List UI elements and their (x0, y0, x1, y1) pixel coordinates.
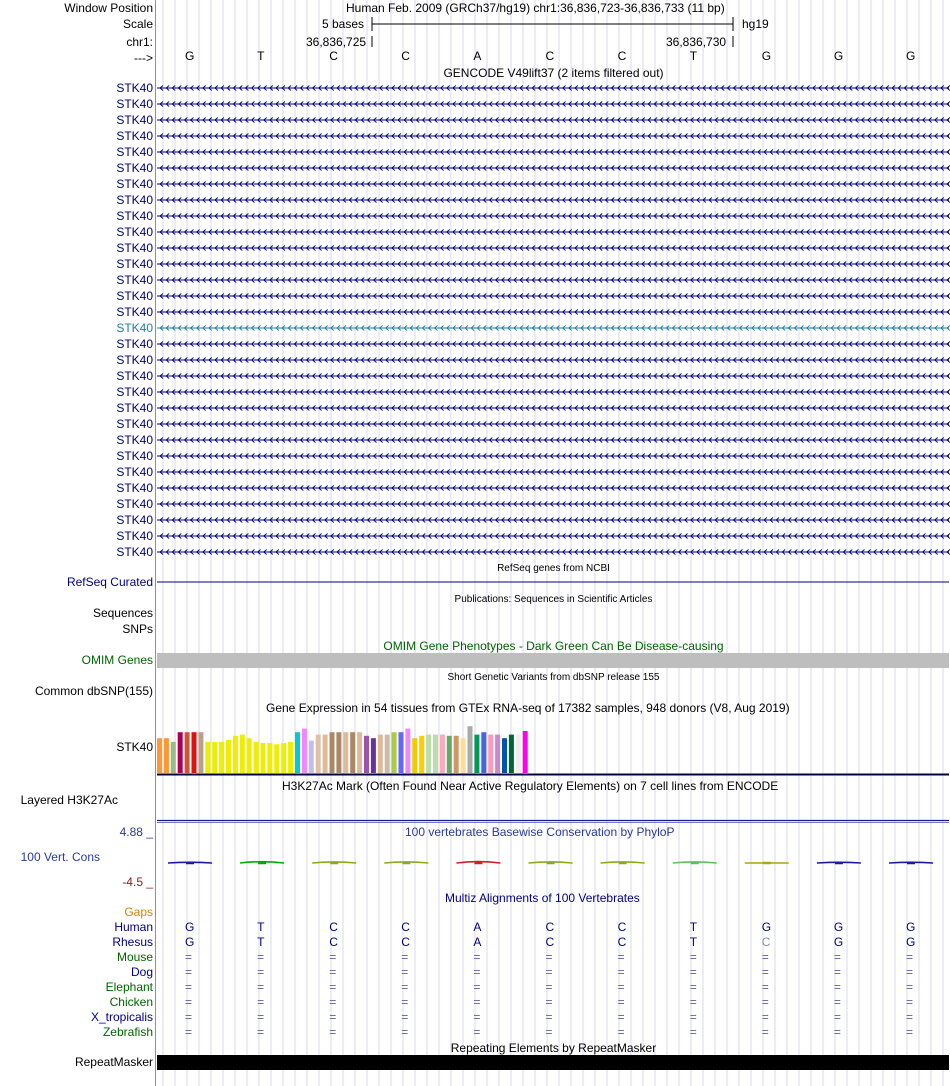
multiz-base: = (329, 965, 337, 979)
gtex-tissue-bar (481, 732, 486, 773)
gtex-tissue-bar (212, 742, 217, 773)
gtex-tissue-bar (281, 743, 286, 773)
gtex-tissue-bar (171, 742, 176, 773)
multiz-gaps-label[interactable]: Gaps (124, 905, 153, 919)
multiz-base: = (617, 950, 625, 964)
multiz-base: = (545, 1010, 553, 1024)
multiz-base: = (617, 995, 625, 1009)
gtex-tissue-bar (419, 736, 424, 773)
multiz-base: = (473, 980, 481, 994)
multiz-base: C (545, 935, 555, 949)
gtex-tissue-bar (392, 732, 397, 773)
gtex-title[interactable]: Gene Expression in 54 tissues from GTEx RNA-seq of 17382 samples, 948 donors (V8, Aug 2019) (266, 701, 790, 715)
multiz-base: T (689, 920, 698, 934)
multiz-base: = (473, 950, 481, 964)
phylop-label[interactable]: 100 Vert. Cons (20, 850, 100, 864)
gtex-tissue-bar (385, 735, 390, 773)
multiz-base: = (473, 965, 481, 979)
gtex-tissue-bar (164, 738, 169, 773)
gencode-title[interactable]: GENCODE V49lift37 (2 items filtered out) (443, 66, 664, 80)
h3k27ac-label[interactable]: Layered H3K27Ac (20, 793, 118, 807)
multiz-base: = (473, 1010, 481, 1024)
multiz-base: = (761, 995, 769, 1009)
multiz-base: C (329, 920, 338, 934)
multiz-base: = (906, 965, 914, 979)
gencode-gene-label[interactable]: STK40 (116, 513, 153, 527)
gtex-tissue-bar (323, 735, 328, 773)
gtex-tissue-bar (378, 735, 383, 773)
multiz-base: G (761, 920, 772, 934)
gtex-tissue-bar (192, 732, 197, 773)
gtex-tissue-bar (461, 738, 466, 773)
h3k27ac-title[interactable]: H3K27Ac Mark (Often Found Near Active Regulatory Elements) on 7 cell lines from ENCODE (282, 779, 779, 793)
multiz-species-label[interactable]: Elephant (105, 980, 153, 994)
multiz-base: = (401, 1025, 409, 1039)
gencode-gene-label[interactable]: STK40 (116, 385, 153, 399)
publications-title[interactable]: Publications: Sequences in Scientific Articles (454, 594, 653, 605)
gencode-gene-label[interactable]: STK40 (116, 113, 153, 127)
multiz-species-label[interactable]: Human (114, 920, 153, 934)
gencode-gene-label[interactable]: STK40 (116, 369, 153, 383)
multiz-base: = (545, 995, 553, 1009)
multiz-base: = (833, 1025, 841, 1039)
gtex-tissue-bar (502, 738, 507, 773)
gtex-tissue-bar (488, 735, 493, 773)
multiz-base: C (617, 935, 627, 949)
chr-label[interactable]: chr1: (126, 35, 153, 49)
gtex-tissue-bar (336, 732, 341, 773)
multiz-base: T (257, 920, 265, 934)
gtex-tissue-bar (523, 731, 528, 773)
position-right: 36,836,730 (666, 35, 727, 49)
multiz-species-label[interactable]: Dog (130, 965, 153, 979)
multiz-base: = (329, 995, 337, 1009)
gencode-gene-label[interactable]: STK40 (116, 97, 153, 111)
multiz-species-label[interactable]: Mouse (116, 950, 153, 964)
multiz-base: = (401, 965, 409, 979)
gtex-tissue-bar (226, 740, 231, 773)
assembly-position-title: Human Feb. 2009 (GRCh37/hg19) chr1:36,836,723-36,836,733 (11 bp) (346, 1, 725, 15)
multiz-base: = (185, 1010, 193, 1024)
window-position-label[interactable]: Window Position (64, 1, 153, 15)
strand-label[interactable]: ---> (134, 51, 153, 65)
multiz-base: = (761, 950, 769, 964)
multiz-base: = (329, 1010, 337, 1024)
multiz-base: G (185, 935, 195, 949)
multiz-base: = (833, 1010, 841, 1024)
multiz-base: = (329, 950, 337, 964)
gencode-gene-label[interactable]: STK40 (116, 305, 153, 319)
gtex-label[interactable]: STK40 (116, 740, 153, 754)
phylop-min-label: -4.5 _ (122, 875, 153, 889)
multiz-base: = (761, 1025, 769, 1039)
gencode-gene-label[interactable]: STK40 (116, 417, 153, 431)
multiz-title[interactable]: Multiz Alignments of 100 Vertebrates (445, 891, 640, 905)
multiz-base: = (906, 1010, 914, 1024)
multiz-base: = (401, 995, 409, 1009)
refseq-title[interactable]: RefSeq genes from NCBI (497, 563, 610, 574)
multiz-species-label[interactable]: Zebrafish (102, 1025, 153, 1039)
gtex-tissue-bar (233, 736, 238, 773)
multiz-base: = (473, 995, 481, 1009)
multiz-base: G (833, 935, 844, 949)
gtex-tissue-bar (364, 736, 369, 773)
multiz-base: C (401, 935, 410, 949)
gtex-tissue-bar (495, 735, 500, 773)
scale-text: 5 bases (322, 17, 365, 31)
omim-label[interactable]: OMIM Genes (81, 653, 153, 667)
gencode-gene-label[interactable]: STK40 (116, 209, 153, 223)
scale-label[interactable]: Scale (122, 17, 153, 31)
multiz-base: = (761, 1010, 769, 1024)
gtex-tissue-bar (288, 742, 293, 773)
repeatmasker-label[interactable]: RepeatMasker (74, 1055, 153, 1069)
multiz-base: = (689, 1025, 697, 1039)
multiz-base: T (689, 935, 698, 949)
multiz-base: = (906, 995, 914, 1009)
multiz-base: = (689, 965, 697, 979)
gencode-gene-label[interactable]: STK40 (116, 465, 153, 479)
gtex-tissue-bar (198, 732, 203, 773)
multiz-base: C (545, 920, 555, 934)
gtex-tissue-bar (247, 738, 252, 773)
multiz-species-label[interactable]: Chicken (109, 995, 153, 1009)
ruler-base: T (257, 49, 265, 63)
gencode-gene-label[interactable]: STK40 (116, 273, 153, 287)
ruler-base: G (185, 49, 195, 63)
multiz-base: A (473, 920, 482, 934)
multiz-base: = (185, 1025, 193, 1039)
gencode-gene-label[interactable]: STK40 (116, 177, 153, 191)
gencode-gene-label[interactable]: STK40 (116, 497, 153, 511)
gtex-tissue-bar (254, 742, 259, 773)
gtex-tissue-bar (219, 742, 224, 773)
multiz-base: = (761, 965, 769, 979)
publications-sequences-label[interactable]: Sequences (92, 606, 153, 620)
multiz-base: = (257, 950, 265, 964)
multiz-base: = (401, 1010, 409, 1024)
gencode-gene-label[interactable]: STK40 (116, 353, 153, 367)
gencode-gene-label[interactable]: STK40 (116, 433, 153, 447)
multiz-base: = (257, 995, 265, 1009)
gencode-gene-label[interactable]: STK40 (116, 225, 153, 239)
gencode-gene-label[interactable]: STK40 (116, 289, 153, 303)
multiz-base: = (257, 1025, 265, 1039)
multiz-base: = (185, 965, 193, 979)
gencode-gene-label[interactable]: STK40 (116, 337, 153, 351)
gtex-tissue-bar (157, 738, 162, 773)
gtex-tissue-bar (330, 732, 335, 773)
repeatmasker-bar (157, 1055, 949, 1070)
gencode-gene-label[interactable]: STK40 (116, 529, 153, 543)
gtex-tissue-bar (343, 732, 348, 773)
gtex-tissue-bar (516, 735, 521, 773)
multiz-base: A (473, 935, 482, 949)
scale-db: hg19 (742, 17, 769, 31)
multiz-base: = (473, 1025, 481, 1039)
gtex-tissue-bar (412, 738, 417, 773)
multiz-base: = (906, 980, 914, 994)
multiz-base: C (329, 935, 338, 949)
gtex-tissue-bar (371, 738, 376, 773)
multiz-base: = (617, 1025, 625, 1039)
gtex-tissue-bar (433, 735, 438, 773)
multiz-base: = (617, 980, 625, 994)
gtex-tissue-bar (350, 732, 355, 773)
ruler-base: G (833, 49, 844, 63)
refseq-label[interactable]: RefSeq Curated (66, 575, 153, 589)
multiz-base: C (761, 935, 771, 949)
multiz-base: = (906, 1025, 914, 1039)
multiz-base: = (185, 980, 193, 994)
ruler-base: C (401, 49, 410, 63)
multiz-base: = (545, 950, 553, 964)
gtex-tissue-bar (316, 735, 321, 773)
multiz-base: = (329, 980, 337, 994)
multiz-base: = (833, 965, 841, 979)
multiz-base: = (689, 1010, 697, 1024)
multiz-base: = (185, 995, 193, 1009)
omim-bar (157, 653, 949, 668)
gtex-tissue-bar (426, 735, 431, 773)
ruler-base: T (689, 49, 698, 63)
multiz-base: G (833, 920, 844, 934)
gtex-tissue-bar (261, 743, 266, 773)
gtex-tissue-bar (309, 741, 314, 773)
gencode-gene-label[interactable]: STK40 (116, 81, 153, 95)
multiz-base: = (906, 950, 914, 964)
gencode-gene-label[interactable]: STK40 (116, 241, 153, 255)
multiz-base: = (401, 950, 409, 964)
multiz-base: = (545, 965, 553, 979)
gtex-tissue-bar (205, 742, 210, 773)
gtex-tissue-bar (468, 726, 473, 773)
gencode-gene-label[interactable]: STK40 (116, 257, 153, 271)
gtex-tissue-bar (295, 732, 300, 773)
multiz-base: = (257, 965, 265, 979)
ruler-base: A (473, 49, 482, 63)
multiz-base: G (185, 920, 195, 934)
gencode-gene-label[interactable]: STK40 (116, 545, 153, 559)
multiz-base: = (833, 980, 841, 994)
gtex-tissue-bar (274, 744, 279, 773)
gtex-tissue-bar (178, 732, 183, 773)
ruler-base: C (329, 49, 338, 63)
ruler-base: G (761, 49, 772, 63)
multiz-base: = (617, 965, 625, 979)
gtex-tissue-bar (509, 735, 514, 773)
multiz-base: = (329, 1025, 337, 1039)
gencode-gene-label[interactable]: STK40 (116, 481, 153, 495)
gtex-tissue-bar (357, 732, 362, 773)
multiz-base: = (617, 1010, 625, 1024)
multiz-species-label[interactable]: X_tropicalis (90, 1010, 153, 1024)
gtex-tissue-bar (302, 729, 307, 773)
multiz-base: = (185, 950, 193, 964)
phylop-title[interactable]: 100 vertebrates Basewise Conservation by PhyloP (405, 825, 675, 839)
multiz-base: = (689, 995, 697, 1009)
multiz-base: = (257, 1010, 265, 1024)
gtex-tissue-bar (454, 736, 459, 773)
multiz-base: C (401, 920, 410, 934)
gtex-tissue-bar (240, 735, 245, 773)
multiz-base: G (906, 935, 916, 949)
position-left: 36,836,725 (306, 35, 367, 49)
phylop-max-label: 4.88 _ (119, 825, 153, 839)
multiz-base: T (257, 935, 265, 949)
multiz-base: = (689, 980, 697, 994)
multiz-base: C (617, 920, 627, 934)
multiz-base: = (833, 995, 841, 1009)
gtex-tissue-bar (440, 735, 445, 773)
gencode-gene-label[interactable]: STK40 (116, 321, 153, 335)
multiz-base: = (545, 980, 553, 994)
gtex-tissue-bar (405, 729, 410, 773)
multiz-base: = (545, 1025, 553, 1039)
gencode-gene-label[interactable]: STK40 (116, 193, 153, 207)
dbsnp-title[interactable]: Short Genetic Variants from dbSNP release 155 (447, 672, 660, 683)
ruler-base: C (545, 49, 555, 63)
repeatmasker-title[interactable]: Repeating Elements by RepeatMasker (450, 1041, 657, 1055)
gencode-gene-label[interactable]: STK40 (116, 145, 153, 159)
dbsnp-label[interactable]: Common dbSNP(155) (34, 684, 153, 698)
multiz-base: = (761, 980, 769, 994)
multiz-base: = (257, 980, 265, 994)
ruler-base: G (906, 49, 916, 63)
gtex-tissue-bar (267, 743, 272, 773)
multiz-base: = (401, 980, 409, 994)
ruler-base: C (617, 49, 627, 63)
gtex-tissue-bar (474, 735, 479, 773)
gtex-tissue-bar (399, 732, 404, 773)
multiz-species-label[interactable]: Rhesus (112, 935, 153, 949)
gtex-tissue-bar (447, 736, 452, 773)
gencode-gene-label[interactable]: STK40 (116, 449, 153, 463)
omim-title[interactable]: OMIM Gene Phenotypes - Dark Green Can Be Disease-causing (383, 639, 724, 653)
gencode-gene-label[interactable]: STK40 (116, 161, 153, 175)
multiz-base: = (689, 950, 697, 964)
gencode-gene-label[interactable]: STK40 (116, 129, 153, 143)
gencode-gene-label[interactable]: STK40 (116, 401, 153, 415)
multiz-base: = (833, 950, 841, 964)
publications-snps-label[interactable]: SNPs (122, 622, 153, 636)
multiz-base: G (906, 920, 916, 934)
gtex-tissue-bar (185, 732, 190, 773)
